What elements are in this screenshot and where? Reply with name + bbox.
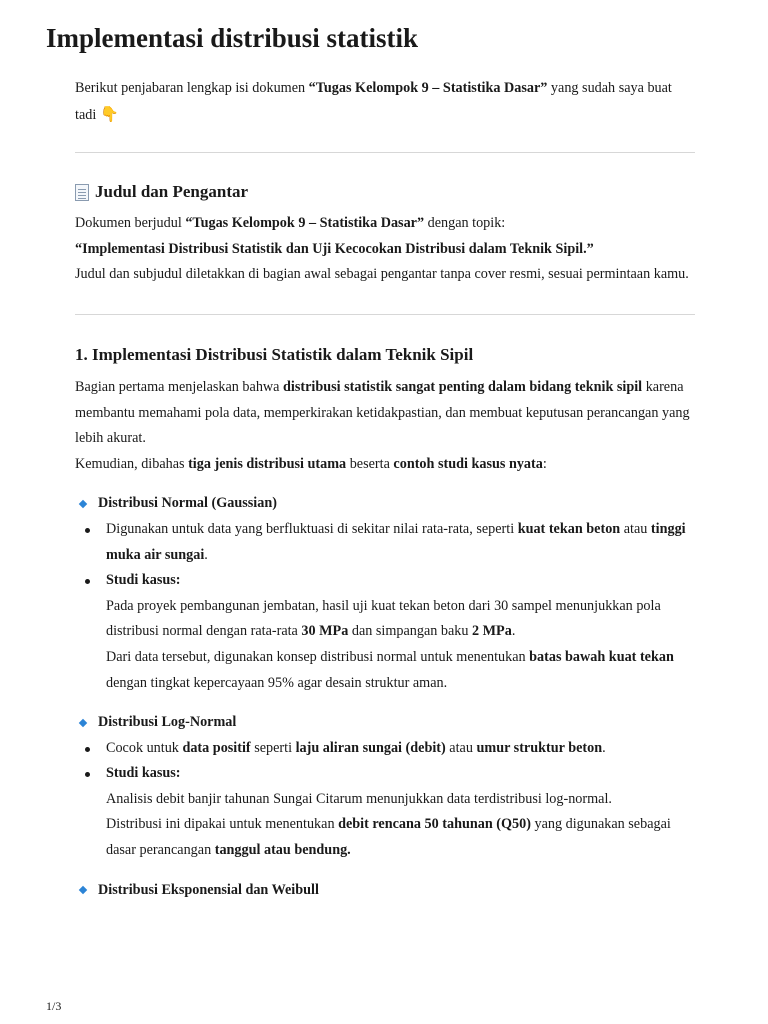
document-icon — [75, 184, 89, 201]
distribution-exponential-weibull — [75, 878, 695, 904]
divider — [75, 314, 695, 315]
list-item: Digunakan untuk data yang berfluktuasi di sekitar nilai rata-rata, seperti kuat tekan beton atau tinggi muka air sungai. — [75, 517, 695, 568]
blue-diamond-icon — [79, 719, 87, 727]
page-title: Implementasi distribusi statistik — [46, 23, 419, 53]
section-paragraph: Bagian pertama menjelaskan bahwa distribusi statistik sangat penting dalam bidang teknik sipil karena membantu memahami pola data, memperkirakan ketidakpastian, dan membuat keputusan perancangan yang lebih akurat. Kemudian, dibahas tiga jenis distribusi utama beserta contoh studi kasus nyata: — [75, 378, 690, 472]
list-item: Cocok untuk data positif seperti laju aliran sungai (debit) atau umur struktur beton. — [75, 736, 695, 762]
distribution-normal — [75, 491, 695, 696]
distribution-heading: Distribusi Eksponensial dan Weibull — [80, 878, 695, 904]
blue-diamond-icon — [79, 500, 87, 508]
list-item: Studi kasus: — [75, 761, 695, 787]
case-study-text: Analisis debit banjir tahunan Sungai Citarum menunjukkan data terdistribusi log-normal. Distribusi ini dipakai untuk menentukan debit rencana 50 tahunan (Q50) yang digunakan sebagai dasar perancangan tanggul atau bendung. — [106, 790, 671, 859]
list-item: Studi kasus: — [75, 568, 695, 594]
bullet-list — [75, 517, 695, 594]
divider — [75, 152, 695, 153]
section-implementation — [75, 342, 695, 903]
section-paragraph: Dokumen berjudul “Tugas Kelompok 9 – Statistika Dasar” dengan topik: “Implementasi Distribusi Statistik dan Uji Kecocokan Distribusi dalam Teknik Sipil.” Judul dan subjudul diletakkan di bagian awal sebagai pengantar tanpa cover resmi, sesuai permintaan kamu. — [75, 215, 689, 283]
bullet-list — [75, 736, 695, 787]
distribution-heading: Distribusi Log-Normal — [80, 710, 695, 736]
section-title-intro — [75, 179, 695, 288]
pointing-down-hand-icon: 👇 — [100, 104, 119, 123]
intro-paragraph: Berikut penjabaran lengkap isi dokumen “Tugas Kelompok 9 – Statistika Dasar” yang sudah saya buat tadi 👇 — [75, 80, 672, 123]
section-heading: Judul dan Pengantar — [75, 179, 695, 205]
document-body — [75, 76, 695, 903]
distribution-log-normal — [75, 710, 695, 864]
section-heading: 1. Implementasi Distribusi Statistik dalam Teknik Sipil — [75, 344, 474, 364]
page-number: 1/3 — [46, 999, 62, 1013]
distribution-heading: Distribusi Normal (Gaussian) — [80, 491, 695, 517]
blue-diamond-icon — [79, 886, 87, 894]
case-study-text: Pada proyek pembangunan jembatan, hasil uji kuat tekan beton dari 30 sampel menunjukkan pola distribusi normal dengan rata-rata 30 MPa dan simpangan baku 2 MPa. Dari data tersebut, digunakan konsep distribusi normal untuk menentukan batas bawah kuat tekan dengan tingkat kepercayaan 95% agar desain struktur aman. — [106, 597, 674, 691]
